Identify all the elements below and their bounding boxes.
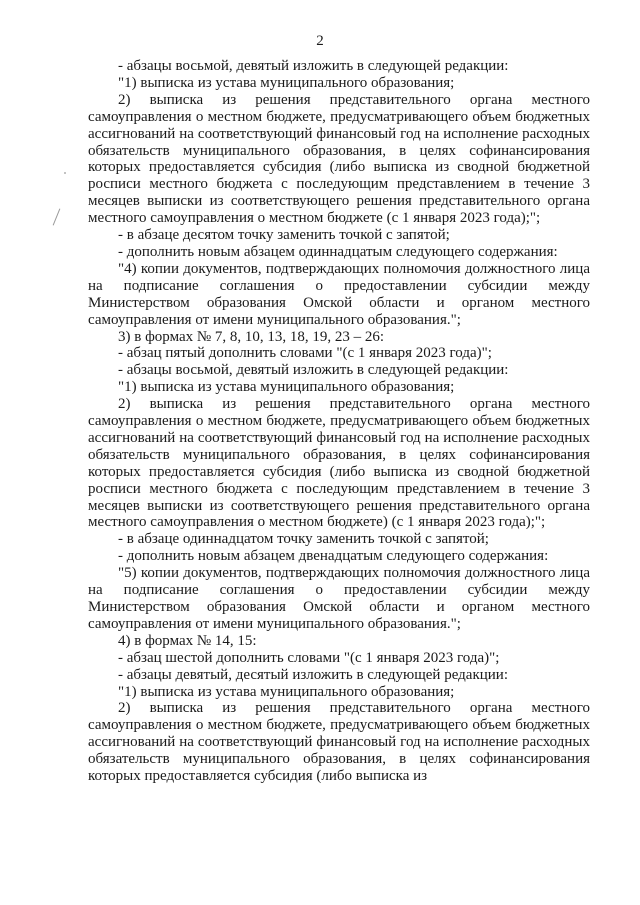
paragraph-13: - дополнить новым абзацем двенадцатым следующего содержания: — [118, 548, 549, 565]
paragraph-16: - абзац шестой дополнить словами "(с 1 января 2023 года)"; — [118, 649, 500, 666]
paragraph-18: "1) выписка из устава муниципального образования; — [118, 683, 455, 700]
paragraph-4: - в абзаце десятом точку заменить точкой с запятой; — [118, 227, 450, 244]
paragraph-9: - абзацы восьмой, девятый изложить в следующей редакции: — [118, 362, 509, 379]
paragraph-6: "4) копии документов, подтверждающих полномочия должностного лица на подписание соглашения о предоставлении субсидии между Министерством образования Омской области и органом местного самоуправления от имени муниципального образования."; — [88, 260, 590, 328]
paragraph-15: 4) в формах № 14, 15: — [118, 632, 257, 649]
paragraph-7: 3) в формах № 7, 8, 10, 13, 18, 19, 23 – 26: — [118, 328, 385, 345]
paragraph-11: 2) выписка из решения представительного органа местного самоуправления о местном бюджете, предусматривающего объем бюджетных ассигнований на соответствующий финансовый год на исполнение расходных обязательств муниципального образования, в целях софинансирования которых предоставляется субсидия (либо выписка из сводной бюджетной росписи местного бюджета с последующим представлением в течение 3 месяцев выписки из соответствующего решения представительного органа местного самоуправления о местном бюджете) (с 1 января 2023 года);"; — [88, 396, 590, 531]
margin-scan-mark — [53, 208, 61, 225]
margin-scan-dot — [64, 172, 66, 174]
paragraph-12: - в абзаце одиннадцатом точку заменить точкой с запятой; — [118, 531, 489, 548]
paragraph-17: - абзацы девятый, десятый изложить в следующей редакции: — [118, 666, 508, 683]
document-body — [88, 58, 590, 785]
paragraph-19: 2) выписка из решения представительного органа местного самоуправления о местном бюджете, предусматривающего объем бюджетных ассигнований на соответствующий финансовый год на исполнение расходных обязательств муниципального образования, в целях софинансирования которых предоставляется субсидия (либо выписка из — [88, 700, 590, 785]
paragraph-2: "1) выписка из устава муниципального образования; — [118, 74, 455, 91]
paragraph-1: - абзацы восьмой, девятый изложить в следующей редакции: — [118, 58, 509, 74]
page-number: 2 — [316, 33, 324, 49]
paragraph-10: "1) выписка из устава муниципального образования; — [118, 379, 455, 396]
paragraph-5: - дополнить новым абзацем одиннадцатым следующего содержания: — [118, 243, 558, 260]
paragraph-14: "5) копии документов, подтверждающих полномочия должностного лица на подписание соглашения о предоставлении субсидии между Министерством образования Омской области и органом местного самоуправления от имени муниципального образования."; — [88, 565, 590, 632]
paragraph-8: - абзац пятый дополнить словами "(с 1 января 2023 года)"; — [118, 345, 492, 362]
paragraph-3: 2) выписка из решения представительного органа местного самоуправления о местном бюджете, предусматривающего объем бюджетных ассигнований на соответствующий финансовый год на исполнение расходных обязательств муниципального образования, в целях софинансирования которых предоставляется субсидия (либо выписка из сводной бюджетной росписи местного бюджета с последующим представлением в течение 3 месяцев выписки из соответствующего решения представительного органа местного самоуправления о местном бюджете (с 1 января 2023 года);"; — [88, 91, 590, 227]
